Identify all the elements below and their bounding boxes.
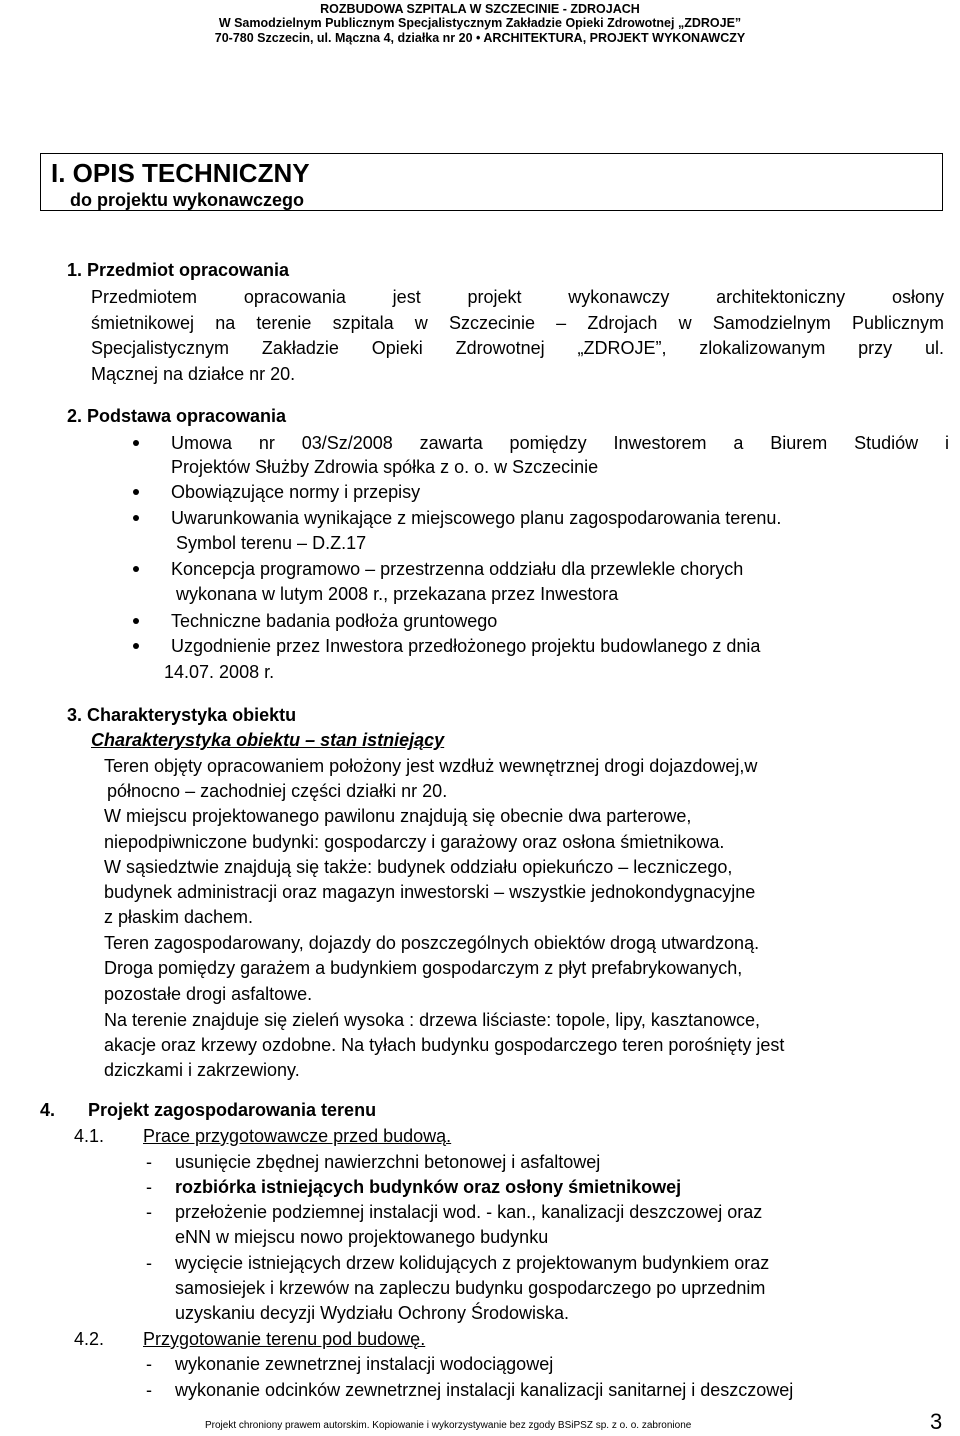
section-2-item-line: Koncepcja programowo – przestrzenna oddziału dla przewlekle chorych [171, 559, 744, 579]
section-2-item-line: Obowiązujące normy i przepisy [171, 482, 421, 502]
header-line-3: 70-780 Szczecin, ul. Mączna 4, działka nr 20 • ARCHITEKTURA, PROJEKT WYKONAWCZY [214, 31, 746, 45]
bullet-icon [133, 643, 139, 649]
subsection-4-1-item-line: przełożenie podziemnej instalacji wod. - kan., kanalizacji deszczowej oraz [175, 1202, 763, 1222]
section-3-line: Teren objęty opracowaniem położony jest wzdłuż wewnętrznej drogi dojazdowej,w [104, 756, 758, 776]
section-2-item-line: 14.07. 2008 r. [164, 662, 275, 682]
section-4-number: 4. [40, 1100, 56, 1120]
dash-marker: - [146, 1253, 152, 1273]
section-3-heading: 3. Charakterystyka obiektu [67, 705, 297, 725]
section-3-line: północno – zachodniej części działki nr 20. [107, 781, 448, 801]
section-3-line: Teren zagospodarowany, dojazdy do poszczególnych obiektów drogą utwardzoną. [104, 933, 760, 953]
section-2-item-line: Uzgodnienie przez Inwestora przedłożonego projektu budowlanego z dnia [171, 636, 761, 656]
section-3-line: W miejscu projektowanego pawilonu znajdują się obecnie dwa parterowe, [104, 806, 692, 826]
section-3-line: Na terenie znajduje się zieleń wysoka : drzewa liściaste: topole, lipy, kasztanowce, [104, 1010, 760, 1030]
subsection-4-2-item-line: wykonanie zewnetrznej instalacji wodociągowej [175, 1354, 554, 1374]
subsection-4-2-item-line: wykonanie odcinków zewnetrznej instalacji kanalizacji sanitarnej i deszczowej [175, 1380, 794, 1400]
section-4-heading: Projekt zagospodarowania terenu [88, 1100, 377, 1120]
subsection-4-1-item-line: samosiejek i krzewów na zapleczu budynku gospodarczego po uprzednim [175, 1278, 766, 1298]
section-3-subheading: Charakterystyka obiektu – stan istniejący [91, 730, 445, 750]
section-2-heading: 2. Podstawa opracowania [67, 406, 287, 426]
subsection-4-2-number: 4.2. [74, 1329, 105, 1349]
section-2-item-line: Symbol terenu – D.Z.17 [176, 533, 367, 553]
subsection-4-1-title: Prace przygotowawcze przed budową. [143, 1126, 452, 1146]
bullet-icon [133, 566, 139, 572]
subsection-4-1-item-line: uzyskaniu decyzji Wydziału Ochrony Środowiska. [175, 1303, 569, 1323]
subsection-4-1-item-line: wycięcie istniejących drzew kolidujących z projektowanym budynkiem oraz [175, 1253, 770, 1273]
section-2-item-line: Techniczne badania podłoża gruntowego [171, 611, 498, 631]
section-3-line: dziczkami i zakrzewiony. [104, 1060, 300, 1080]
document-subtitle: do projektu wykonawczego [70, 190, 305, 210]
header-line-2: W Samodzielnym Publicznym Specjalistycznym Zakładzie Opieki Zdrowotnej „ZDROJE” [218, 16, 742, 30]
subsection-4-2-title: Przygotowanie terenu pod budowę. [143, 1329, 426, 1349]
title-box [40, 153, 943, 211]
subsection-4-1-number: 4.1. [74, 1126, 105, 1146]
copyright-footer: Projekt chroniony prawem autorskim. Kopiowanie i wykorzystywanie bez zgody BSiPSZ sp. z o. o. zabronione [205, 1420, 692, 1431]
section-3-line: z płaskim dachem. [104, 907, 254, 927]
dash-marker: - [146, 1202, 152, 1222]
section-1-line: śmietnikowej na terenie szpitala w Szczecinie – Zdrojach w Samodzielnym Publicznym [91, 313, 944, 333]
section-1-line: Specjalistycznym Zakładzie Opieki Zdrowotnej „ZDROJE”, zlokalizowanym przy ul. [91, 338, 944, 358]
bullet-icon [133, 489, 139, 495]
dash-marker: - [146, 1177, 152, 1197]
bullet-icon [133, 440, 139, 446]
subsection-4-1-item-line: eNN w miejscu nowo projektowanego budynku [175, 1227, 549, 1247]
dash-marker: - [146, 1152, 152, 1172]
page-number: 3 [930, 1409, 943, 1434]
section-2-item-line: Uwarunkowania wynikające z miejscowego planu zagospodarowania terenu. [171, 508, 782, 528]
section-1-line: Przedmiotem opracowania jest projekt wykonawczy architektoniczny osłony [91, 287, 944, 307]
dash-marker: - [146, 1380, 152, 1400]
bullet-icon [133, 618, 139, 624]
bullet-icon [133, 515, 139, 521]
section-1-heading: 1. Przedmiot opracowania [67, 260, 290, 280]
header-line-1: ROZBUDOWA SZPITALA W SZCZECINIE - ZDROJACH [320, 2, 640, 16]
section-2-item-line: Projektów Służby Zdrowia spółka z o. o. w Szczecinie [171, 457, 599, 477]
section-1-line: Mącznej na działce nr 20. [91, 364, 296, 384]
section-3-line: akacje oraz krzewy ozdobne. Na tyłach budynku gospodarczego teren porośnięty jest [104, 1035, 785, 1055]
section-3-line: W sąsiedztwie znajdują się także: budynek oddziału opiekuńczo – leczniczego, [104, 857, 733, 877]
section-3-line: niepodpiwniczone budynki: gospodarczy i garażowy oraz osłona śmietnikowa. [104, 832, 725, 852]
section-3-line: budynek administracji oraz magazyn inwestorski – wszystkie jednokondygnacyjne [104, 882, 756, 902]
section-2-item-line: Umowa nr 03/Sz/2008 zawarta pomiędzy Inwestorem a Biurem Studiów i [171, 433, 949, 453]
document-title: I. OPIS TECHNICZNY [51, 158, 310, 188]
section-3-line: pozostałe drogi asfaltowe. [104, 984, 313, 1004]
section-2-item-line: wykonana w lutym 2008 r., przekazana przez Inwestora [176, 584, 619, 604]
section-3-line: Droga pomiędzy garażem a budynkiem gospodarczym z płyt prefabrykowanych, [104, 958, 743, 978]
subsection-4-1-item-line: usunięcie zbędnej nawierzchni betonowej i asfaltowej [175, 1152, 601, 1172]
dash-marker: - [146, 1354, 152, 1374]
subsection-4-1-item-line: rozbiórka istniejących budynków oraz osłony śmietnikowej [175, 1177, 682, 1197]
